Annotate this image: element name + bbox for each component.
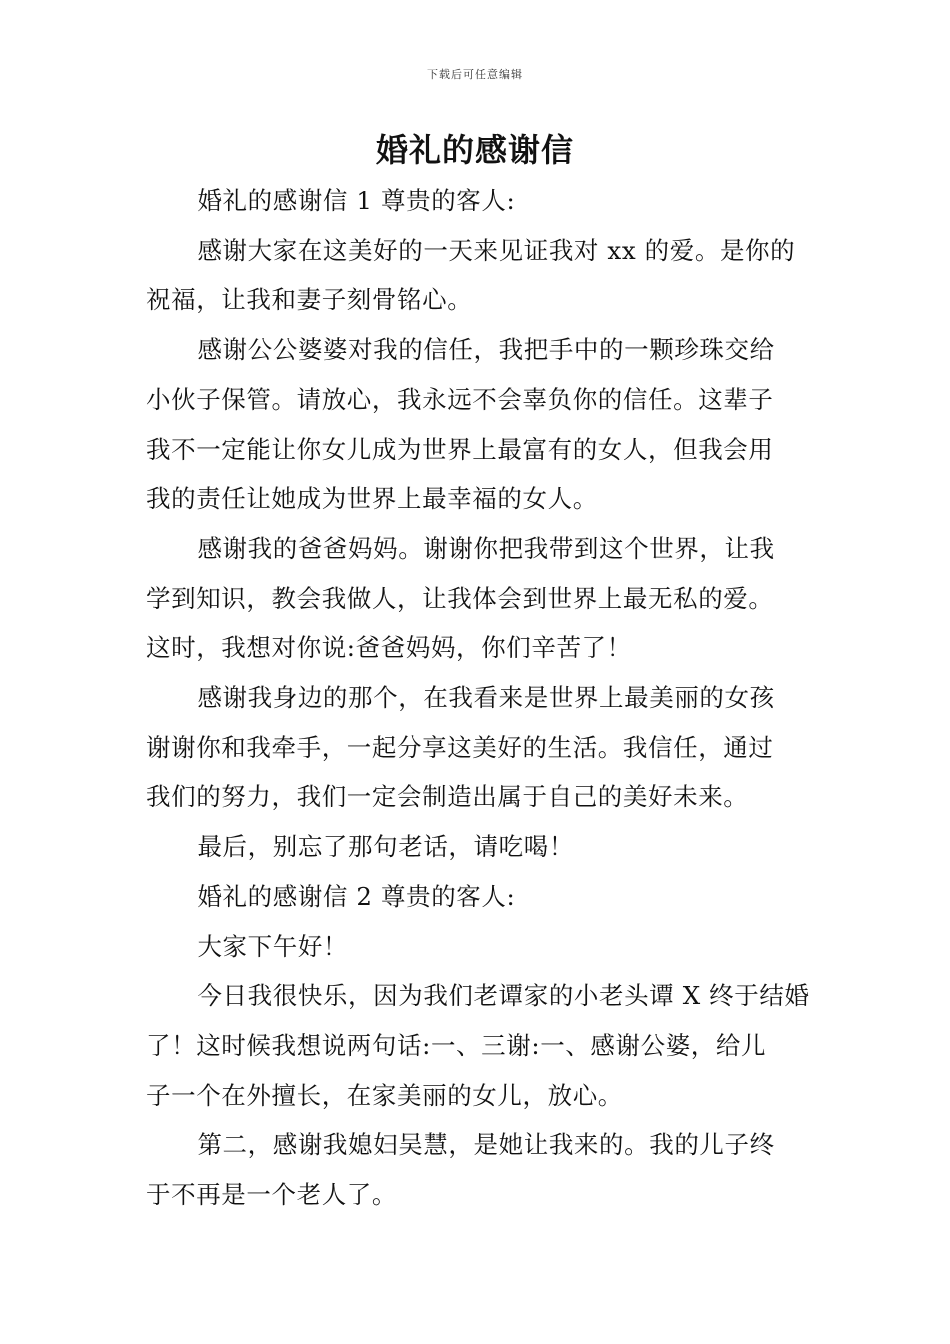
paragraph-line: 大家下午好！ — [197, 931, 349, 961]
paragraph-line: 这时，我想对你说:爸爸妈妈，你们辛苦了！ — [146, 633, 632, 663]
paragraph-line: 我的责任让她成为世界上最幸福的女人。 — [146, 484, 598, 514]
paragraph-line: 感谢大家在这美好的一天来见证我对 xx 的爱。是你的 — [197, 235, 796, 265]
paragraph-line: 于不再是一个老人了。 — [146, 1180, 397, 1210]
paragraph-line: 了！这时候我想说两句话:一、三谢:一、感谢公婆，给儿 — [146, 1030, 767, 1060]
paragraph — [146, 1120, 810, 1219]
paragraph-line: 我们的努力，我们一定会制造出属于自己的美好未来。 — [146, 782, 749, 812]
paragraph-line: 学到知识，教会我做人，让我体会到世界上最无私的爱。 — [146, 583, 774, 613]
paragraph-line: 感谢我身边的那个，在我看来是世界上最美丽的女孩 — [197, 683, 775, 713]
paragraph-line: 谢谢你和我牵手，一起分享这美好的生活。我信任，通过 — [146, 732, 774, 762]
paragraph-line: 感谢我的爸爸妈妈。谢谢你把我带到这个世界，让我 — [197, 533, 775, 563]
document-body — [146, 176, 810, 1220]
paragraph — [146, 822, 810, 872]
header-note: 下载后可任意编辑 — [427, 68, 523, 81]
paragraph — [146, 922, 810, 972]
paragraph — [146, 872, 810, 922]
paragraph-line: 祝福，让我和妻子刻骨铭心。 — [146, 285, 473, 315]
paragraph-line: 最后，别忘了那句老话，请吃喝！ — [197, 832, 574, 862]
paragraph-line: 第二，感谢我媳妇吴慧，是她让我来的。我的儿子终 — [197, 1130, 775, 1160]
paragraph — [146, 971, 810, 1120]
paragraph-line: 今日我很快乐，因为我们老谭家的小老头谭 X 终于结婚 — [197, 981, 810, 1011]
paragraph-line: 婚礼的感谢信 1 尊贵的客人: — [197, 186, 516, 215]
paragraph — [146, 325, 810, 524]
paragraph-line: 感谢公公婆婆对我的信任，我把手中的一颗珍珠交给 — [197, 335, 775, 365]
paragraph — [146, 226, 810, 325]
paragraph — [146, 673, 810, 822]
paragraph — [146, 176, 810, 226]
paragraph — [146, 524, 810, 673]
paragraph-line: 婚礼的感谢信 2 尊贵的客人: — [197, 881, 516, 911]
paragraph-line: 小伙子保管。请放心，我永远不会辜负你的信任。这辈子 — [146, 384, 774, 414]
paragraph-line: 我不一定能让你女儿成为世界上最富有的女人，但我会用 — [146, 434, 774, 464]
document-title: 婚礼的感谢信 — [375, 131, 574, 169]
paragraph-line: 子一个在外擅长，在家美丽的女儿，放心。 — [146, 1080, 623, 1110]
